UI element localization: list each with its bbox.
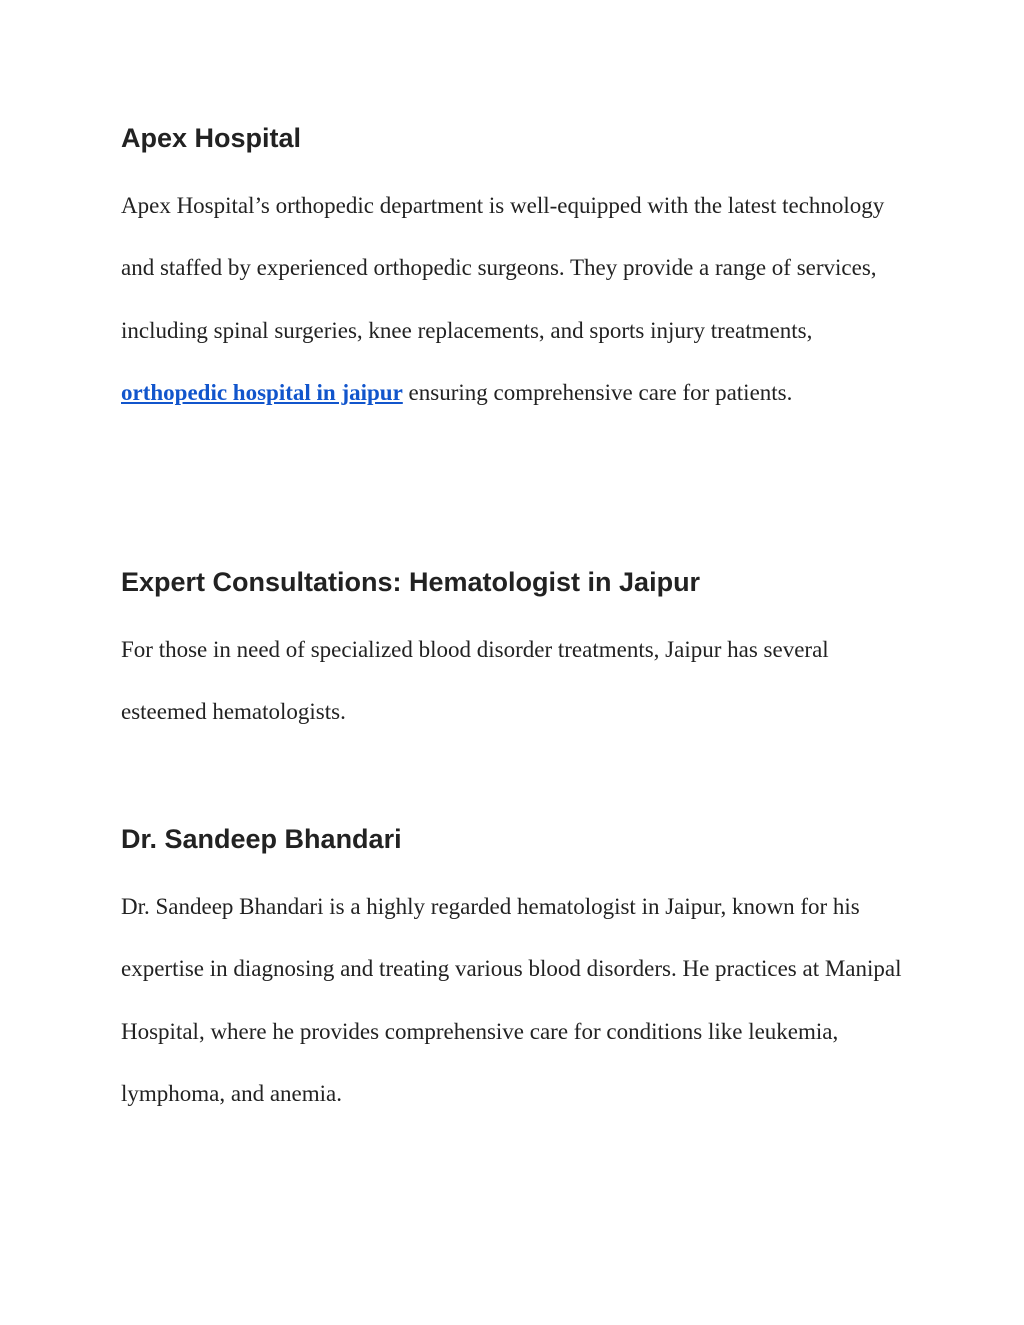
section-dr-sandeep-bhandari [121,822,911,1126]
section-apex-hospital [121,121,911,425]
paragraph-apex-hospital [121,175,911,425]
heading-dr-sandeep-bhandari: Dr. Sandeep Bhandari [121,824,402,854]
paragraph-expert-consultations: For those in need of specialized blood disorder treatments, Jaipur has several esteemed hematologists. [121,637,829,725]
heading-expert-consultations: Expert Consultations: Hematologist in Jaipur [121,567,701,597]
orthopedic-hospital-link[interactable]: orthopedic hospital in jaipur [121,380,403,406]
paragraph-dr-sandeep-bhandari: Dr. Sandeep Bhandari is a highly regarded hematologist in Jaipur, known for his expertise in diagnosing and treating various blood disorders. He practices at Manipal Hospital, where he provides comprehensive care for conditions like leukemia, lymphoma, and anemia. [121,894,902,1107]
heading-apex-hospital: Apex Hospital [121,123,302,153]
paragraph-text-before-link: Apex Hospital’s orthopedic department is well-equipped with the latest technology and staffed by experienced orthopedic surgeons. They provide a range of services, including spinal surgeries, knee replacements, and sports injury treatments, [121,193,885,343]
section-expert-consultations [121,565,911,744]
paragraph-text-after-link: ensuring comprehensive care for patients. [402,380,793,406]
